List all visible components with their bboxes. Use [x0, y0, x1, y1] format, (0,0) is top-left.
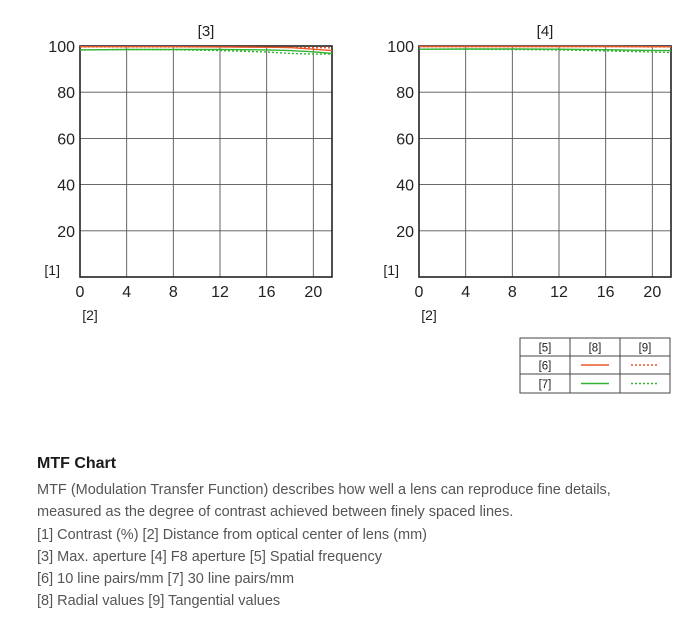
- x-tick-label: 16: [596, 284, 615, 301]
- y-tick-label: 60: [396, 131, 414, 149]
- y-axis-label: [1]: [383, 262, 399, 278]
- y-tick-label: 40: [57, 177, 75, 195]
- y-tick-label: 100: [387, 39, 414, 56]
- x-tick-label: 0: [414, 284, 424, 301]
- chart-title: [3]: [197, 23, 215, 40]
- y-tick-label: 80: [57, 85, 75, 103]
- description: [37, 455, 677, 613]
- legend-header: [8]: [588, 342, 602, 355]
- y-tick-label: 80: [396, 85, 414, 103]
- description-line: measured as the degree of contrast achieved between finely spaced lines.: [37, 504, 514, 521]
- x-axis-label: [2]: [421, 307, 437, 323]
- legend-header: [9]: [638, 342, 652, 355]
- x-tick-label: 12: [550, 284, 568, 301]
- plot-frame: [419, 46, 671, 277]
- x-tick-label: 12: [211, 284, 229, 301]
- y-tick-label: 100: [48, 39, 75, 56]
- plot-frame: [80, 46, 332, 277]
- y-tick-label: 20: [57, 223, 75, 241]
- legend-row-label: [7]: [538, 379, 552, 391]
- chart-title: [4]: [536, 23, 554, 40]
- x-tick-label: 4: [122, 284, 132, 301]
- chart-max-aperture: [44, 23, 332, 323]
- description-line: [1] Contrast (%) [2] Distance from optical center of lens (mm): [37, 526, 428, 543]
- description-line: [6] 10 line pairs/mm [7] 30 line pairs/mm: [37, 571, 295, 588]
- x-tick-label: 8: [507, 284, 517, 301]
- x-axis-label: [2]: [82, 307, 98, 323]
- legend-row-label: [6]: [538, 360, 552, 373]
- chart-f8-aperture: [383, 23, 671, 323]
- description-title: MTF Chart: [37, 455, 117, 472]
- description-line: [8] Radial values [9] Tangential values: [37, 593, 281, 610]
- y-tick-label: 20: [396, 223, 414, 241]
- description-line: MTF (Modulation Transfer Function) describes how well a lens can reproduce fine details,: [37, 482, 611, 498]
- x-tick-label: 8: [168, 284, 178, 301]
- legend-table: [520, 338, 670, 393]
- y-tick-label: 40: [396, 177, 414, 195]
- y-axis-label: [1]: [44, 262, 60, 278]
- description-line: [3] Max. aperture [4] F8 aperture [5] Spatial frequency: [37, 548, 382, 565]
- y-tick-label: 60: [57, 131, 75, 149]
- x-tick-label: 0: [75, 284, 85, 301]
- x-tick-label: 4: [461, 284, 471, 301]
- x-tick-label: 20: [643, 284, 662, 301]
- legend-header: [5]: [538, 342, 552, 355]
- x-tick-label: 20: [304, 284, 323, 301]
- x-tick-label: 16: [257, 284, 276, 301]
